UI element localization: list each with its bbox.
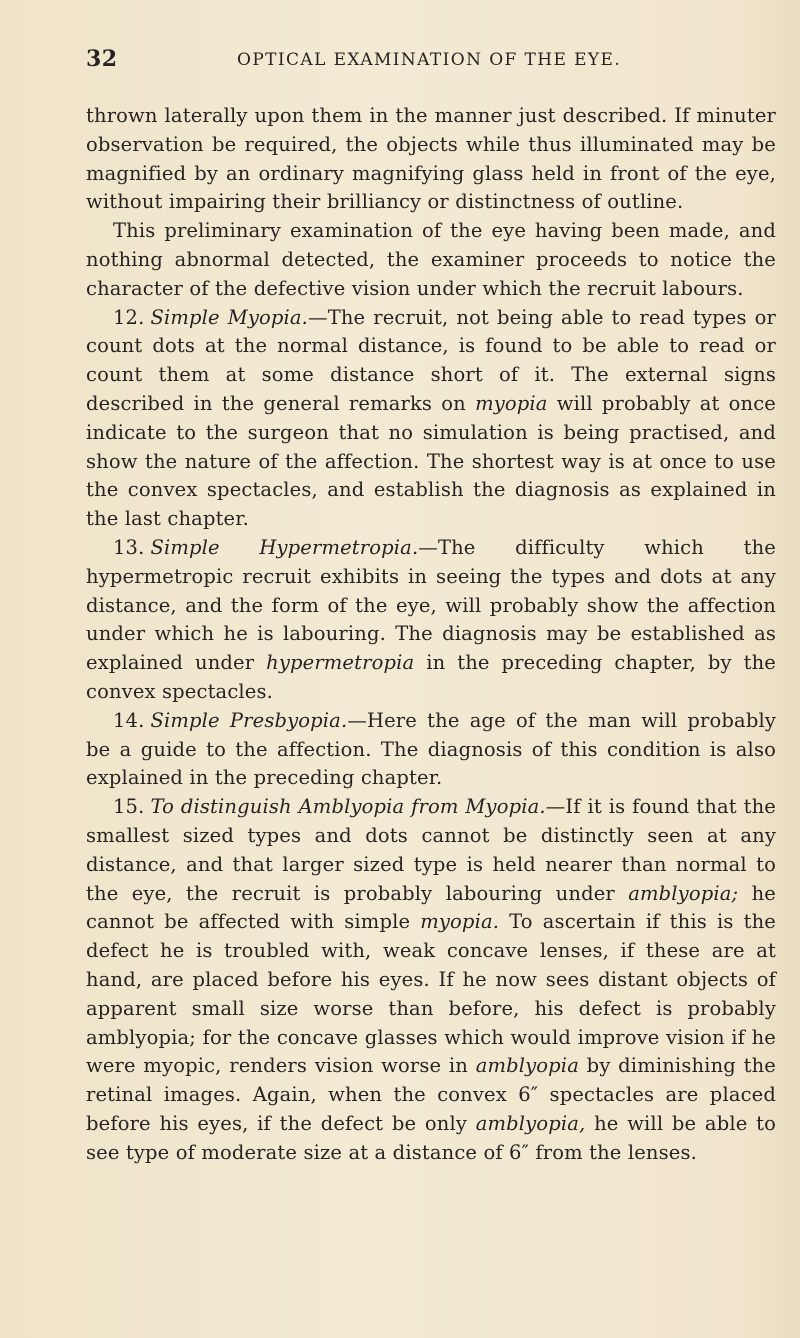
paragraph-text: —Here the age of the man will probably be a guide to the affection. The diagnosis of this condition is also explained in the preceding chapter. <box>86 708 777 790</box>
italic-term: amblyopia, <box>475 1111 586 1135</box>
paragraph-text: he cannot be affected with simple <box>86 881 776 934</box>
italic-term: amblyopia; <box>628 881 739 905</box>
paragraph-text: will probably at once indicate to the surgeon that no simulation is being practised, and show the nature of the affection. The shortest way is at once to use the convex spectacles, and establish the diagnosis as explained in the last chapter. <box>86 391 776 531</box>
italic-term: amblyopia <box>475 1054 579 1078</box>
running-title: OPTICAL EXAMINATION OF THE EYE. <box>237 50 622 70</box>
paragraph-text: —The recruit, not being able to read types or count dots at the normal distance, is found to be able to read or count them at some distance short of it. The external signs described in the general remarks on <box>86 305 776 415</box>
paragraph-text: in the preceding chapter, by the convex spectacles. <box>86 651 776 703</box>
section-heading: Simple Presbyopia. <box>150 708 348 732</box>
italic-term: myopia <box>475 391 548 415</box>
paragraph-text: —The difficulty which the hypermetropic recruit exhibits in seeing the types and dots at any distance, and the form of the eye, will probably show the affection under which he is labouring. The diagnosis may be established as explained under <box>86 535 776 675</box>
section-12-simple-myopia <box>86 304 776 534</box>
section-number: 12. <box>113 305 145 329</box>
section-number: 13. <box>113 535 145 559</box>
section-heading: To distinguish Amblyopia from Myopia. <box>150 795 546 819</box>
running-head <box>86 46 776 86</box>
section-heading: Simple Myopia. <box>150 305 309 329</box>
italic-term: myopia. <box>420 910 500 934</box>
paragraph-text: thrown laterally upon them in the manner just described. If minuter observation be required, the objects while thus illuminated may be magnified by an ordinary magnifying glass held in front of the eye, without impairing their brilliancy or distinctness of outline. <box>86 104 776 214</box>
section-15-amblyopia-vs-myopia <box>86 793 776 1167</box>
section-number: 15. <box>113 795 145 819</box>
paragraph-text: —If it is found that the smallest sized types and dots cannot be distinctly seen at any distance, and that larger sized type is held nearer than normal to the eye, the recruit is probably labouring under <box>86 795 776 905</box>
paragraph-preliminary-examination <box>86 217 776 303</box>
section-heading: Simple Hypermetropia. <box>150 535 419 559</box>
paragraph-text: To ascertain if this is the defect he is troubled with, weak concave lenses, if these are at hand, are placed before his eyes. If he now sees distant objects of apparent small size worse than before, his defect is probably amblyopia; for the concave glasses which would improve vision if he were myopic, renders vision worse in <box>86 910 776 1078</box>
body-text <box>86 102 776 1167</box>
page-number: 32 <box>86 46 118 72</box>
section-14-simple-presbyopia <box>86 707 776 793</box>
paragraph-text: by diminishing the retinal images. Again, when the convex 6″ spectacles are placed before his eyes, if the defect be only <box>86 1054 776 1135</box>
paragraph-text: This preliminary examination of the eye having been made, and nothing abnormal detected, the examiner proceeds to notice the character of the defective vision under which the recruit labours. <box>86 219 776 300</box>
book-page <box>86 46 776 1167</box>
paragraph-continuation <box>86 102 776 217</box>
section-number: 14. <box>113 708 145 732</box>
section-13-simple-hypermetropia <box>86 534 776 707</box>
paragraph-text: he will be able to see type of moderate size at a distance of 6″ from the lenses. <box>86 1111 777 1164</box>
italic-term: hypermetropia <box>266 651 415 675</box>
